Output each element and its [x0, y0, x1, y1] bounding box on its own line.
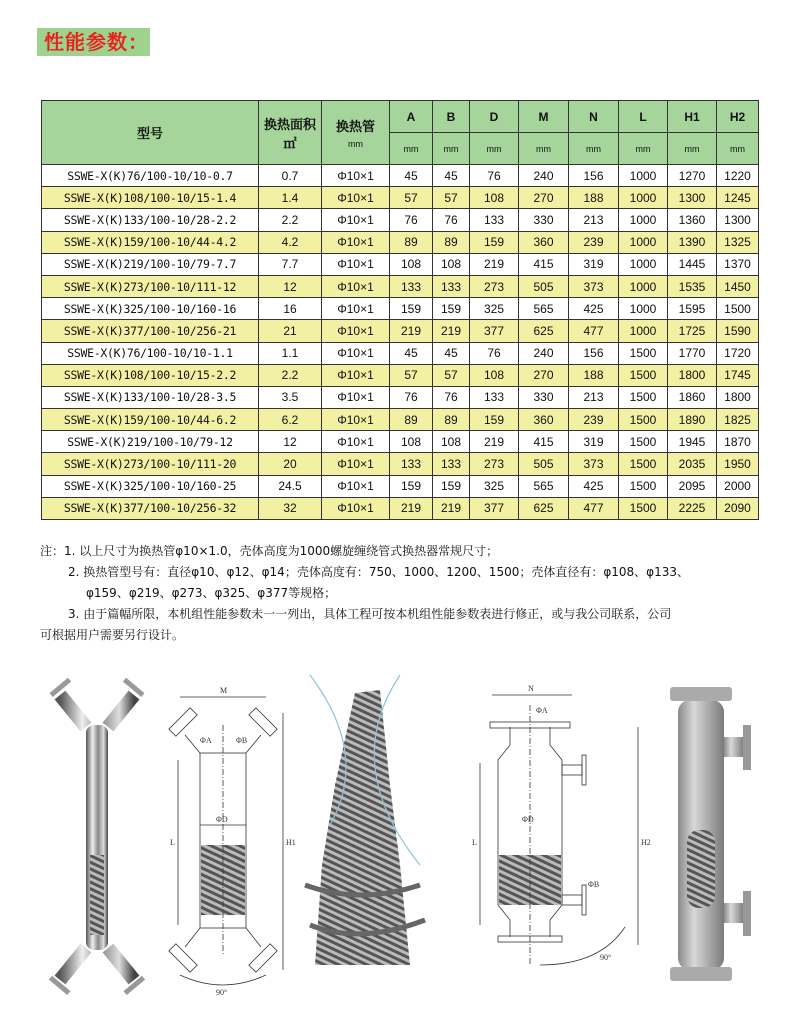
value-cell: 20: [259, 453, 322, 475]
value-cell: 2090: [717, 497, 759, 519]
model-cell: SSWE-X(K)273/100-10/111-20: [42, 453, 259, 475]
value-cell: 76: [433, 386, 470, 408]
value-cell: 319: [569, 253, 619, 275]
table-row: [42, 275, 759, 297]
header-b: B: [433, 101, 470, 133]
value-cell: 1500: [619, 409, 668, 431]
value-cell: 330: [519, 386, 569, 408]
header-unit: mm: [470, 133, 519, 165]
value-cell: 1000: [619, 187, 668, 209]
value-cell: 108: [390, 431, 433, 453]
value-cell: Φ10×1: [322, 453, 390, 475]
technical-drawing-right: [472, 684, 651, 965]
value-cell: 156: [569, 165, 619, 187]
value-cell: 219: [390, 497, 433, 519]
value-cell: 159: [390, 298, 433, 320]
model-cell: SSWE-X(K)108/100-10/15-2.2: [42, 364, 259, 386]
label-h2: H2: [641, 838, 651, 847]
value-cell: 57: [433, 364, 470, 386]
value-cell: 1500: [619, 431, 668, 453]
header-tube-unit: mm: [348, 138, 363, 149]
value-cell: 89: [390, 231, 433, 253]
label-d: ΦD: [216, 815, 228, 824]
model-cell: SSWE-X(K)219/100-10/79-7.7: [42, 253, 259, 275]
value-cell: 415: [519, 253, 569, 275]
notes: [40, 541, 760, 646]
value-cell: 188: [569, 187, 619, 209]
table-row: [42, 409, 759, 431]
table-row: [42, 386, 759, 408]
table-row: [42, 165, 759, 187]
value-cell: 1000: [619, 209, 668, 231]
model-cell: SSWE-X(K)76/100-10/10-0.7: [42, 165, 259, 187]
value-cell: 45: [390, 342, 433, 364]
value-cell: 1300: [668, 187, 717, 209]
model-cell: SSWE-X(K)133/100-10/28-3.5: [42, 386, 259, 408]
value-cell: Φ10×1: [322, 275, 390, 297]
value-cell: 373: [569, 275, 619, 297]
value-cell: 1945: [668, 431, 717, 453]
value-cell: 7.7: [259, 253, 322, 275]
table-row: [42, 320, 759, 342]
model-cell: SSWE-X(K)159/100-10/44-4.2: [42, 231, 259, 253]
value-cell: 159: [470, 409, 519, 431]
value-cell: Φ10×1: [322, 165, 390, 187]
table-row: [42, 364, 759, 386]
value-cell: 1800: [668, 364, 717, 386]
table-row: [42, 298, 759, 320]
value-cell: 1500: [619, 497, 668, 519]
value-cell: 565: [519, 475, 569, 497]
label-a-right: ΦA: [536, 706, 548, 715]
value-cell: 76: [470, 165, 519, 187]
value-cell: 24.5: [259, 475, 322, 497]
value-cell: Φ10×1: [322, 364, 390, 386]
value-cell: 4.2: [259, 231, 322, 253]
value-cell: Φ10×1: [322, 209, 390, 231]
label-b-right: ΦB: [588, 880, 600, 889]
value-cell: 1000: [619, 298, 668, 320]
table-row: [42, 453, 759, 475]
table-row: [42, 431, 759, 453]
value-cell: 1000: [619, 231, 668, 253]
value-cell: 1.1: [259, 342, 322, 364]
value-cell: 1500: [619, 386, 668, 408]
label-l-right: L: [472, 838, 477, 847]
value-cell: 133: [433, 275, 470, 297]
value-cell: 21: [259, 320, 322, 342]
label-m: M: [220, 686, 228, 695]
value-cell: 1720: [717, 342, 759, 364]
value-cell: 1595: [668, 298, 717, 320]
header-n: N: [569, 101, 619, 133]
value-cell: 108: [433, 431, 470, 453]
value-cell: 12: [259, 275, 322, 297]
value-cell: 16: [259, 298, 322, 320]
header-d: D: [470, 101, 519, 133]
value-cell: 76: [390, 209, 433, 231]
value-cell: 159: [390, 475, 433, 497]
value-cell: 2095: [668, 475, 717, 497]
value-cell: 1325: [717, 231, 759, 253]
value-cell: 1870: [717, 431, 759, 453]
value-cell: 219: [433, 320, 470, 342]
value-cell: Φ10×1: [322, 298, 390, 320]
header-unit: mm: [717, 133, 759, 165]
value-cell: 159: [470, 231, 519, 253]
table-row: [42, 231, 759, 253]
value-cell: 1000: [619, 165, 668, 187]
label-b: ΦB: [236, 736, 248, 745]
value-cell: Φ10×1: [322, 320, 390, 342]
label-h1: H1: [286, 838, 296, 847]
value-cell: Φ10×1: [322, 431, 390, 453]
value-cell: 108: [433, 253, 470, 275]
value-cell: 133: [470, 209, 519, 231]
header-unit: mm: [433, 133, 470, 165]
value-cell: 325: [470, 298, 519, 320]
model-cell: SSWE-X(K)76/100-10/10-1.1: [42, 342, 259, 364]
value-cell: 240: [519, 165, 569, 187]
value-cell: 1000: [619, 320, 668, 342]
header-l: L: [619, 101, 668, 133]
value-cell: 133: [470, 386, 519, 408]
table-row: [42, 187, 759, 209]
value-cell: 1800: [717, 386, 759, 408]
value-cell: Φ10×1: [322, 187, 390, 209]
value-cell: 1890: [668, 409, 717, 431]
value-cell: 1360: [668, 209, 717, 231]
value-cell: 325: [470, 475, 519, 497]
value-cell: 76: [470, 342, 519, 364]
value-cell: 239: [569, 409, 619, 431]
value-cell: 0.7: [259, 165, 322, 187]
header-unit: mm: [519, 133, 569, 165]
value-cell: 1270: [668, 165, 717, 187]
note-3: 3. 由于篇幅所限，本机组性能参数未一一列出，具体工程可按本机组性能参数表进行修正，或与我公司联系，公司: [68, 607, 672, 621]
value-cell: 505: [519, 453, 569, 475]
value-cell: 1390: [668, 231, 717, 253]
model-cell: SSWE-X(K)377/100-10/256-21: [42, 320, 259, 342]
value-cell: 6.2: [259, 409, 322, 431]
model-cell: SSWE-X(K)133/100-10/28-2.2: [42, 209, 259, 231]
header-unit: mm: [619, 133, 668, 165]
section-title: 性能参数：: [37, 28, 150, 56]
model-cell: SSWE-X(K)219/100-10/79-12: [42, 431, 259, 453]
value-cell: Φ10×1: [322, 253, 390, 275]
polished-exchanger-photo: [49, 678, 145, 995]
value-cell: 108: [470, 187, 519, 209]
value-cell: 1220: [717, 165, 759, 187]
value-cell: 415: [519, 431, 569, 453]
value-cell: 1825: [717, 409, 759, 431]
value-cell: 425: [569, 475, 619, 497]
value-cell: 12: [259, 431, 322, 453]
value-cell: 565: [519, 298, 569, 320]
value-cell: 213: [569, 209, 619, 231]
value-cell: 45: [390, 165, 433, 187]
value-cell: 57: [433, 187, 470, 209]
value-cell: 32: [259, 497, 322, 519]
table-row: [42, 253, 759, 275]
table-row: [42, 475, 759, 497]
header-tube-label: 换热管: [335, 118, 375, 134]
value-cell: 219: [390, 320, 433, 342]
value-cell: 57: [390, 364, 433, 386]
value-cell: 505: [519, 275, 569, 297]
header-h1: H1: [668, 101, 717, 133]
model-cell: SSWE-X(K)159/100-10/44-6.2: [42, 409, 259, 431]
value-cell: 133: [390, 453, 433, 475]
value-cell: 1000: [619, 253, 668, 275]
model-cell: SSWE-X(K)325/100-10/160-16: [42, 298, 259, 320]
header-tube: [322, 101, 390, 165]
value-cell: Φ10×1: [322, 409, 390, 431]
note-1: 注：1. 以上尺寸为换热管φ10×1.0，壳体高度为1000螺旋缠绕管式换热器常规尺寸；: [40, 544, 499, 558]
label-n: N: [528, 684, 534, 693]
value-cell: 1950: [717, 453, 759, 475]
value-cell: 219: [470, 431, 519, 453]
value-cell: 2.2: [259, 209, 322, 231]
value-cell: 625: [519, 320, 569, 342]
label-angle: 90°: [216, 988, 228, 997]
table-row: [42, 497, 759, 519]
value-cell: 1860: [668, 386, 717, 408]
value-cell: Φ10×1: [322, 342, 390, 364]
value-cell: 213: [569, 386, 619, 408]
value-cell: 270: [519, 187, 569, 209]
value-cell: 133: [390, 275, 433, 297]
label-angle-right: 90°: [600, 953, 612, 962]
value-cell: 1770: [668, 342, 717, 364]
model-cell: SSWE-X(K)108/100-10/15-1.4: [42, 187, 259, 209]
performance-parameters-table: [41, 100, 759, 520]
value-cell: 1370: [717, 253, 759, 275]
header-h2: H2: [717, 101, 759, 133]
value-cell: 1745: [717, 364, 759, 386]
model-cell: SSWE-X(K)325/100-10/160-25: [42, 475, 259, 497]
value-cell: 1500: [619, 453, 668, 475]
value-cell: 239: [569, 231, 619, 253]
header-unit: mm: [390, 133, 433, 165]
value-cell: 156: [569, 342, 619, 364]
label-l: L: [170, 838, 175, 847]
value-cell: 133: [433, 453, 470, 475]
label-a: ΦA: [200, 736, 212, 745]
value-cell: 1300: [717, 209, 759, 231]
value-cell: 1450: [717, 275, 759, 297]
value-cell: 270: [519, 364, 569, 386]
value-cell: 89: [433, 409, 470, 431]
note-2: 2. 换热管型号有：直径φ10、φ12、φ14；壳体高度有：750、1000、1200、1500；壳体直径有：φ108、φ133、: [68, 565, 689, 579]
header-unit: mm: [668, 133, 717, 165]
value-cell: 477: [569, 320, 619, 342]
technical-drawing-left: [169, 686, 296, 997]
value-cell: 89: [390, 409, 433, 431]
value-cell: 377: [470, 497, 519, 519]
value-cell: 1725: [668, 320, 717, 342]
value-cell: 625: [519, 497, 569, 519]
label-d-right: ΦD: [522, 815, 534, 824]
value-cell: 57: [390, 187, 433, 209]
value-cell: 45: [433, 342, 470, 364]
value-cell: 188: [569, 364, 619, 386]
value-cell: 108: [470, 364, 519, 386]
matte-exchanger-photo: [670, 687, 751, 981]
value-cell: 1245: [717, 187, 759, 209]
value-cell: 1000: [619, 275, 668, 297]
value-cell: 1445: [668, 253, 717, 275]
value-cell: 1500: [619, 342, 668, 364]
value-cell: 45: [433, 165, 470, 187]
value-cell: 273: [470, 453, 519, 475]
value-cell: 3.5: [259, 386, 322, 408]
value-cell: 425: [569, 298, 619, 320]
value-cell: 1.4: [259, 187, 322, 209]
value-cell: 1500: [619, 475, 668, 497]
header-m: M: [519, 101, 569, 133]
value-cell: 76: [433, 209, 470, 231]
value-cell: Φ10×1: [322, 231, 390, 253]
value-cell: Φ10×1: [322, 386, 390, 408]
model-cell: SSWE-X(K)273/100-10/111-12: [42, 275, 259, 297]
table-row: [42, 209, 759, 231]
product-illustrations: [40, 665, 760, 1005]
value-cell: Φ10×1: [322, 475, 390, 497]
value-cell: 377: [470, 320, 519, 342]
value-cell: 219: [470, 253, 519, 275]
value-cell: 76: [390, 386, 433, 408]
note-3-continued: 可根据用户需要另行设计。: [40, 628, 185, 642]
value-cell: 477: [569, 497, 619, 519]
value-cell: 330: [519, 209, 569, 231]
value-cell: 1500: [717, 298, 759, 320]
value-cell: 273: [470, 275, 519, 297]
value-cell: 1535: [668, 275, 717, 297]
value-cell: 159: [433, 475, 470, 497]
header-area: 换热面积㎡: [259, 101, 322, 165]
header-unit: mm: [569, 133, 619, 165]
value-cell: 89: [433, 231, 470, 253]
value-cell: 360: [519, 409, 569, 431]
header-model: 型号: [42, 101, 259, 165]
value-cell: 2.2: [259, 364, 322, 386]
value-cell: 2225: [668, 497, 717, 519]
value-cell: 2035: [668, 453, 717, 475]
value-cell: 1500: [619, 364, 668, 386]
value-cell: 240: [519, 342, 569, 364]
value-cell: 319: [569, 431, 619, 453]
coil-bundle-photo: [305, 675, 425, 965]
value-cell: 108: [390, 253, 433, 275]
value-cell: Φ10×1: [322, 497, 390, 519]
model-cell: SSWE-X(K)377/100-10/256-32: [42, 497, 259, 519]
value-cell: 2000: [717, 475, 759, 497]
value-cell: 219: [433, 497, 470, 519]
value-cell: 360: [519, 231, 569, 253]
table-row: [42, 342, 759, 364]
value-cell: 159: [433, 298, 470, 320]
header-a: A: [390, 101, 433, 133]
note-2-continued: φ159、φ219、φ273、φ325、φ377等规格；: [86, 586, 337, 600]
value-cell: 373: [569, 453, 619, 475]
value-cell: 1590: [717, 320, 759, 342]
